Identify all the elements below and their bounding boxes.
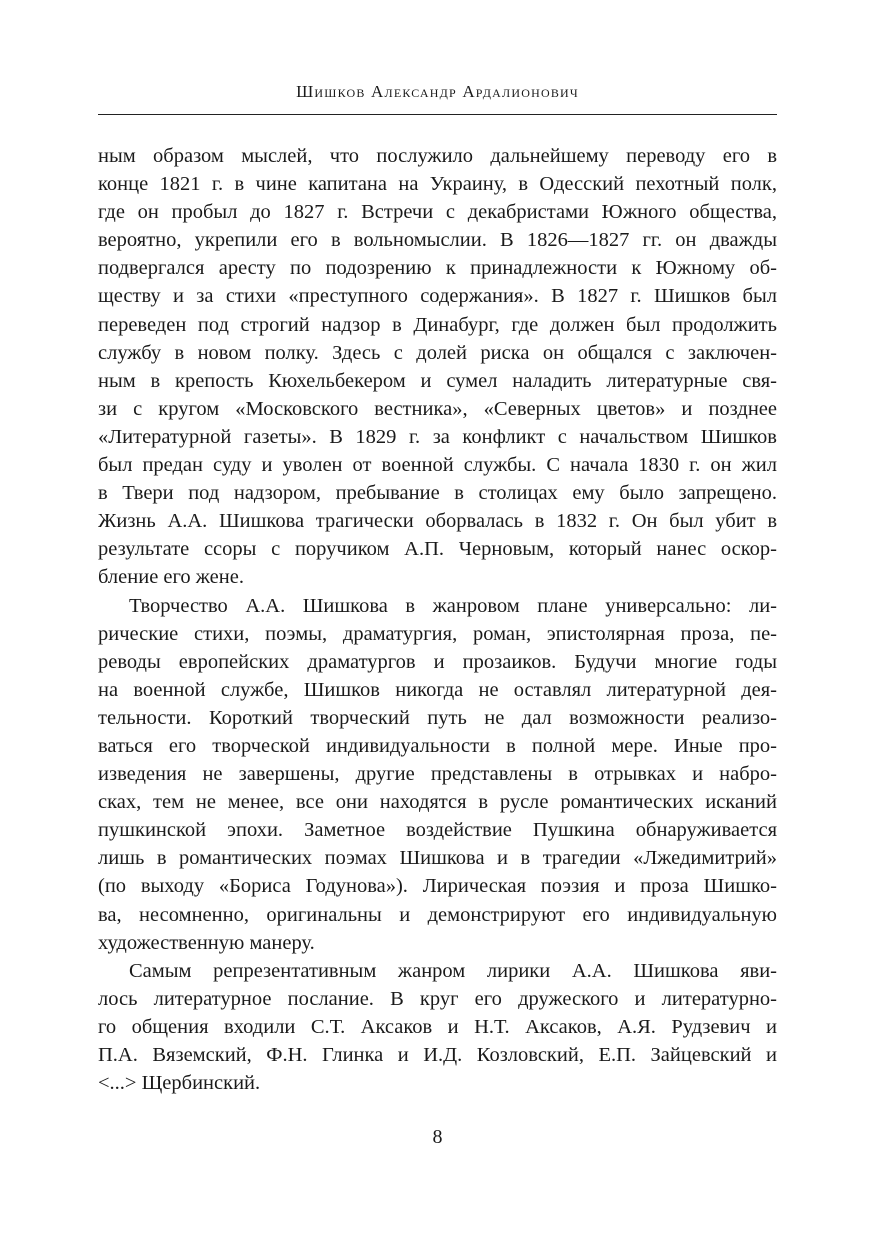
text-line: на военной службе, Шишков никогда не оставлял литературной дея- bbox=[98, 678, 777, 701]
text-line: лишь в романтических поэмах Шишкова и в трагедии «Лжедимитрий» bbox=[98, 847, 777, 870]
text-line: службу в новом полку. Здесь с долей риска он общался с заключен- bbox=[98, 341, 777, 364]
text-line: где он пробыл до 1827 г. Встречи с декабристами Южного общества, bbox=[98, 201, 777, 224]
text-line: рические стихи, поэмы, драматургия, роман, эпистолярная проза, пе- bbox=[98, 622, 777, 645]
text-line: тельности. Короткий творческий путь не дал возможности реализо- bbox=[98, 706, 777, 729]
text-line: результате ссоры с поручиком А.П. Черновым, который нанес оскор- bbox=[98, 538, 777, 561]
text-line: переведен под строгий надзор в Динабург, где должен был продолжить bbox=[98, 313, 777, 336]
text-line: Творчество А.А. Шишкова в жанровом плане универсально: ли- bbox=[129, 594, 777, 617]
paragraph-1 bbox=[98, 142, 777, 592]
text-line: Самым репрезентативным жанром лирики А.А. Шишкова яви- bbox=[129, 959, 777, 982]
text-line: ществу и за стихи «преступного содержания». В 1827 г. Шишков был bbox=[98, 285, 777, 308]
text-line: художественную манеру. bbox=[98, 931, 315, 954]
text-line: сках, тем не менее, все они находятся в русле романтических исканий bbox=[98, 791, 777, 814]
paragraph-3 bbox=[98, 957, 777, 1097]
body-text bbox=[98, 142, 777, 1097]
text-line: «Литературной газеты». В 1829 г. за конфликт с начальством Шишков bbox=[98, 425, 777, 448]
text-line: подвергался аресту по подозрению к принадлежности к Южному об- bbox=[98, 257, 777, 280]
text-line: <...> Щербинский. bbox=[98, 1072, 261, 1095]
text-line: ным в крепость Кюхельбекером и сумел наладить литературные свя- bbox=[98, 369, 777, 392]
text-line: (по выходу «Бориса Годунова»). Лирическая поэзия и проза Шишко- bbox=[98, 875, 777, 898]
text-line: ным образом мыслей, что послужило дальнейшему переводу его в bbox=[98, 145, 777, 167]
text-line: вероятно, укрепили его в вольномыслии. В 1826—1827 гг. он дважды bbox=[98, 229, 777, 252]
header-rule bbox=[98, 114, 777, 115]
text-line: реводы европейских драматургов и прозаиков. Будучи многие годы bbox=[98, 650, 777, 673]
text-line: П.А. Вяземский, Ф.Н. Глинка и И.Д. Козловский, Е.П. Зайцевский и bbox=[98, 1044, 777, 1066]
text-line: конце 1821 г. в чине капитана на Украину, в Одесский пехотный полк, bbox=[98, 173, 777, 196]
text-line: ваться его творческой индивидуальности в полной мере. Иные про- bbox=[98, 734, 777, 757]
text-line: го общения входили С.Т. Аксаков и Н.Т. Аксаков, А.Я. Рудзевич и bbox=[98, 1015, 777, 1038]
text-line: изведения не завершены, другие представлены в отрывках и набро- bbox=[98, 763, 777, 786]
text-line: в Твери под надзором, пребывание в столицах ему было запрещено. bbox=[98, 482, 777, 505]
text-line: лось литературное послание. В круг его дружеского и литературно- bbox=[98, 987, 777, 1010]
text-line: пушкинской эпохи. Заметное воздействие Пушкина обнаруживается bbox=[98, 819, 777, 842]
paragraph-2 bbox=[98, 592, 777, 957]
text-line: бление его жене. bbox=[98, 566, 244, 589]
text-line: ва, несомненно, оригинальны и демонстрируют его индивидуальную bbox=[98, 903, 777, 926]
page-number: 8 bbox=[432, 1126, 443, 1148]
text-line: зи с кругом «Московского вестника», «Северных цветов» и позднее bbox=[98, 397, 777, 420]
running-head: Шишков Александр Ардалионович bbox=[296, 82, 579, 101]
text-line: Жизнь А.А. Шишкова трагически оборвалась в 1832 г. Он был убит в bbox=[98, 510, 777, 533]
text-line: был предан суду и уволен от военной службы. С начала 1830 г. он жил bbox=[98, 454, 777, 477]
